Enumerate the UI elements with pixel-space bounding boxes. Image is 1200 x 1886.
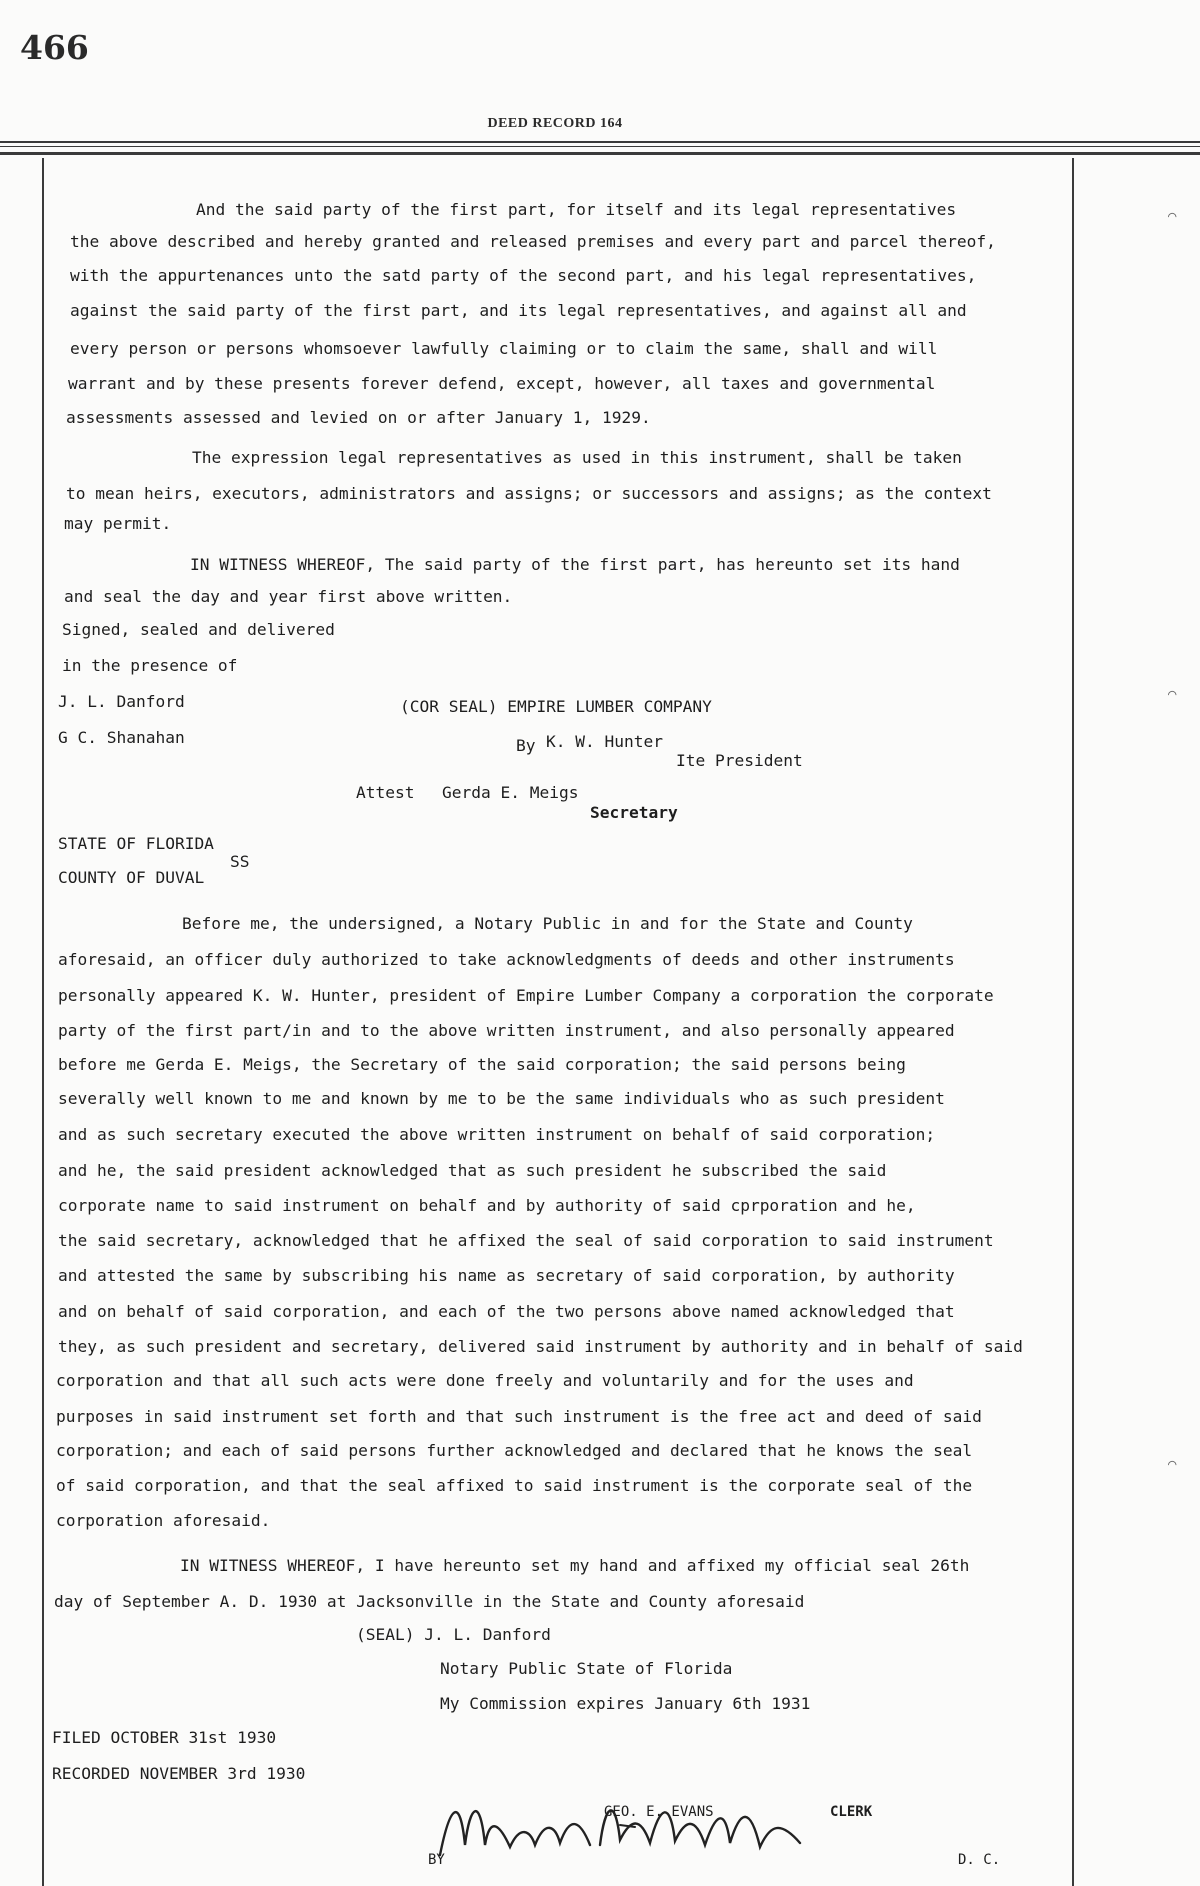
ack-line-5: before me Gerda E. Meigs, the Secretary of the said corporation; the said persons being [58,1055,906,1074]
ack-line-8: and he, the said president acknowledged that as such president he subscribed the said [58,1161,887,1180]
handwritten-signature [420,1785,820,1875]
header-rule-top [0,141,1200,143]
recorded-line: RECORDED NOVEMBER 3rd 1930 [52,1764,306,1783]
p1-line-7: assessments assessed and levied on or after January 1, 1929. [66,408,651,427]
ack-line-12: and on behalf of said corporation, and each of the two persons above named acknowledged that [58,1302,955,1321]
state-line: STATE OF FLORIDA [58,834,214,853]
deputy-clerk-label: D. C. [958,1852,1001,1868]
ack-line-4: party of the first part/in and to the above written instrument, and also personally appeared [58,1021,955,1040]
p2-line-2: to mean heirs, executors, administrators and assigns; or successors and assigns; as the context [66,484,992,503]
ack-line-17: of said corporation, and that the seal affixed to said instrument is the corporate seal of the [56,1476,973,1495]
ack-line-2: aforesaid, an officer duly authorized to take acknowledgments of deeds and other instruments [58,950,955,969]
county-line: COUNTY OF DUVAL [58,868,205,887]
ack-line-9: corporate name to said instrument on behalf and by authority of said cprporation and he, [58,1196,916,1215]
ack-line-16: corporation; and each of said persons further acknowledged and declared that he knows the seal [56,1441,973,1460]
header-title: DEED RECORD 164 [487,116,623,131]
header-rule-bottom [0,152,1200,155]
header-rule-middle [0,146,1200,147]
margin-mark-middle: ⌒ [1168,686,1177,702]
president-title: Ite President [676,751,803,770]
signed-line-1: Signed, sealed and delivered [62,620,335,639]
ack-line-3: personally appeared K. W. Hunter, president of Empire Lumber Company a corporation the corporate [58,986,994,1005]
margin-mark-top: ⌒ [1168,208,1177,224]
right-margin-rule [1072,158,1074,1886]
ack-line-18: corporation aforesaid. [56,1511,271,1530]
by-label: By [516,736,536,755]
p2-line-3: may permit. [64,514,172,533]
ack-line-1: Before me, the undersigned, a Notary Public in and for the State and County [182,914,913,933]
commission-line: My Commission expires January 6th 1931 [440,1694,811,1713]
by-bottom-label: BY [428,1852,445,1868]
ack-line-15: purposes in said instrument set forth and that such instrument is the free act and deed of said [56,1407,982,1426]
president-name: K. W. Hunter [546,732,663,751]
p1-line-6: warrant and by these presents forever defend, except, however, all taxes and governmental [68,374,936,393]
ack-line-13: they, as such president and secretary, delivered said instrument by authority and in behalf of said [58,1337,1023,1356]
secretary-name: Gerda E. Meigs [442,783,579,802]
ss-mark: SS [230,852,250,871]
notary-witness-line-2: day of September A. D. 1930 at Jacksonville in the State and County aforesaid [54,1592,805,1611]
p1-line-1: And the said party of the first part, for itself and its legal representatives [196,200,957,219]
ack-line-14: corporation and that all such acts were done freely and voluntarily and for the uses and [56,1371,914,1390]
clerk-name: GEO. E. EVANS [604,1804,714,1820]
filed-line: FILED OCTOBER 31st 1930 [52,1728,277,1747]
witness-2: G C. Shanahan [58,728,185,747]
ack-line-6: severally well known to me and known by me to be the same individuals who as such president [58,1089,945,1108]
signed-line-2: in the presence of [62,656,238,675]
witness-1: J. L. Danford [58,692,185,711]
p3-line-1: IN WITNESS WHEREOF, The said party of the first part, has hereunto set its hand [190,555,960,574]
notary-seal-line: (SEAL) J. L. Danford [356,1625,551,1644]
p1-line-4: against the said party of the first part, and its legal representatives, and against all and [70,301,967,320]
p1-line-3: with the appurtenances unto the satd party of the second part, and his legal representatives, [70,266,977,285]
clerk-label: CLERK [830,1804,873,1820]
page-number: 466 [20,28,89,67]
ack-line-10: the said secretary, acknowledged that he affixed the seal of said corporation to said instrument [58,1231,994,1250]
secretary-title: Secretary [590,803,678,822]
notary-title: Notary Public State of Florida [440,1659,733,1678]
ack-line-7: and as such secretary executed the above written instrument on behalf of said corporation; [58,1125,936,1144]
notary-witness-line-1: IN WITNESS WHEREOF, I have hereunto set my hand and affixed my official seal 26th [180,1556,970,1575]
corporate-seal-line: (COR SEAL) EMPIRE LUMBER COMPANY [400,697,712,716]
margin-mark-lower: ⌒ [1168,1456,1177,1472]
ack-line-11: and attested the same by subscribing his name as secretary of said corporation, by authority [58,1266,955,1285]
p2-line-1: The expression legal representatives as used in this instrument, shall be taken [192,448,962,467]
p1-line-5: every person or persons whomsoever lawfully claiming or to claim the same, shall and will [70,339,938,358]
attest-label: Attest [356,783,415,802]
left-margin-rule [42,158,44,1886]
p1-line-2: the above described and hereby granted and released premises and every part and parcel thereof, [70,232,996,251]
p3-line-2: and seal the day and year first above written. [64,587,513,606]
